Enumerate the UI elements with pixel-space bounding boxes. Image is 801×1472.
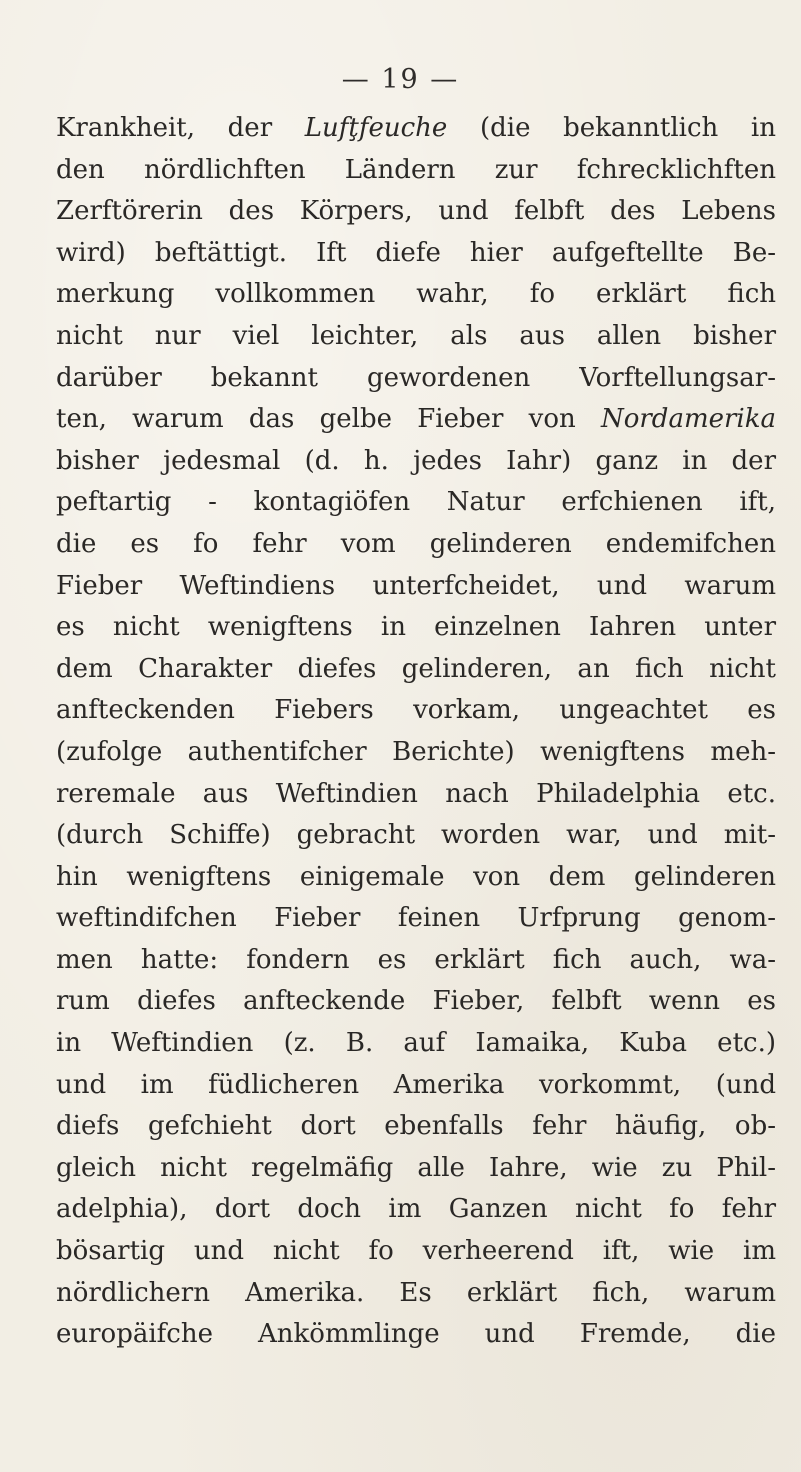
- text-segment: den nördlichften Ländern zur fchrecklichften: [56, 154, 776, 185]
- text-segment: nördlichern Amerika. Es erklärt fich, warum: [56, 1277, 776, 1308]
- text-line: [56, 690, 776, 732]
- text-line: [56, 1273, 776, 1315]
- text-line: [56, 1106, 776, 1148]
- text-line: [56, 815, 776, 857]
- text-line: [56, 441, 776, 483]
- text-line: [56, 1148, 776, 1190]
- text-segment: reremale aus Weftindien nach Philadelphia etc.: [56, 778, 776, 809]
- text-segment: (zufolge authentifcher Berichte) wenigftens meh-: [56, 736, 776, 767]
- text-line: [56, 1231, 776, 1273]
- text-segment: adelphia), dort doch im Ganzen nicht fo fehr: [56, 1194, 776, 1225]
- text-segment: bösartig und nicht fo verheerend ift, wie im: [56, 1236, 776, 1267]
- text-segment: (die bekanntlich in: [447, 113, 776, 143]
- text-segment: diefs gefchieht dort ebenfalls fehr häufig, ob-: [56, 1111, 776, 1142]
- text-line: [56, 566, 776, 608]
- text-segment: dem Charakter diefes gelinderen, an fich nicht: [56, 653, 776, 684]
- text-segment: hin wenigftens einigemale von dem gelinderen: [56, 861, 776, 892]
- text-segment: ten, warum das gelbe Fieber von: [56, 404, 601, 435]
- text-line: [56, 774, 776, 816]
- text-line: [56, 482, 776, 524]
- text-line: [56, 1023, 776, 1065]
- text-line: [56, 358, 776, 400]
- text-line: [56, 940, 776, 982]
- text-line: [56, 274, 776, 316]
- text-segment: nicht nur viel leichter, als aus allen bisher: [56, 320, 776, 351]
- text-segment: in Weftindien (z. B. auf Iamaika, Kuba etc.): [56, 1028, 776, 1059]
- text-segment: wird) beftättigt. Ift diefe hier aufgeftellte Be-: [56, 237, 776, 268]
- text-line: [56, 108, 776, 150]
- text-segment: (durch Schiffe) gebracht worden war, und mit-: [56, 820, 776, 851]
- text-line: [56, 1314, 776, 1356]
- text-segment: darüber bekannt gewordenen Vorftellungsar-: [56, 362, 776, 393]
- text-line: [56, 316, 776, 358]
- text-line: [56, 1065, 776, 1107]
- text-segment: Fieber Weftindiens unterfcheidet, und warum: [56, 570, 776, 601]
- text-line: [56, 607, 776, 649]
- page-number-header: — 19 —: [341, 64, 460, 95]
- text-segment: bisher jedesmal (d. h. jedes Iahr) ganz in der: [56, 445, 776, 476]
- text-segment: die es fo fehr vom gelinderen endemifchen: [56, 528, 776, 559]
- text-segment: peftartig - kontagiöfen Natur erfchienen ift,: [56, 487, 776, 518]
- text-line: [56, 524, 776, 566]
- text-segment: men hatte: fondern es erklärt fich auch, wa-: [56, 944, 776, 975]
- italic-term: Nordamerika: [600, 404, 776, 435]
- text-line: [56, 981, 776, 1023]
- text-line: [56, 399, 776, 441]
- text-line: [56, 732, 776, 774]
- italic-term: Lufţfeuche: [304, 113, 448, 143]
- text-segment: Krankheit, der: [56, 113, 305, 143]
- text-segment: rum diefes anfteckende Fieber, felbft wenn es: [56, 986, 776, 1017]
- text-segment: Zerftörerin des Körpers, und felbft des Lebens: [56, 196, 776, 227]
- text-segment: weftindifchen Fieber feinen Urfprung genom-: [56, 903, 776, 934]
- text-line: [56, 150, 776, 192]
- text-line: [56, 857, 776, 899]
- text-segment: europäifche Ankömmlinge und Fremde, die: [56, 1319, 776, 1350]
- text-line: [56, 898, 776, 940]
- text-segment: es nicht wenigftens in einzelnen Iahren unter: [56, 612, 776, 643]
- body-text: [56, 108, 776, 1356]
- text-segment: merkung vollkommen wahr, fo erklärt fich: [56, 279, 776, 310]
- text-segment: anfteckenden Fiebers vorkam, ungeachtet es: [56, 695, 776, 726]
- text-line: [56, 191, 776, 233]
- text-line: [56, 233, 776, 275]
- text-line: [56, 649, 776, 691]
- text-segment: und im füdlicheren Amerika vorkommt, (und: [56, 1069, 776, 1100]
- text-segment: gleich nicht regelmäfig alle Iahre, wie zu Phil-: [56, 1152, 776, 1183]
- text-line: [56, 1189, 776, 1231]
